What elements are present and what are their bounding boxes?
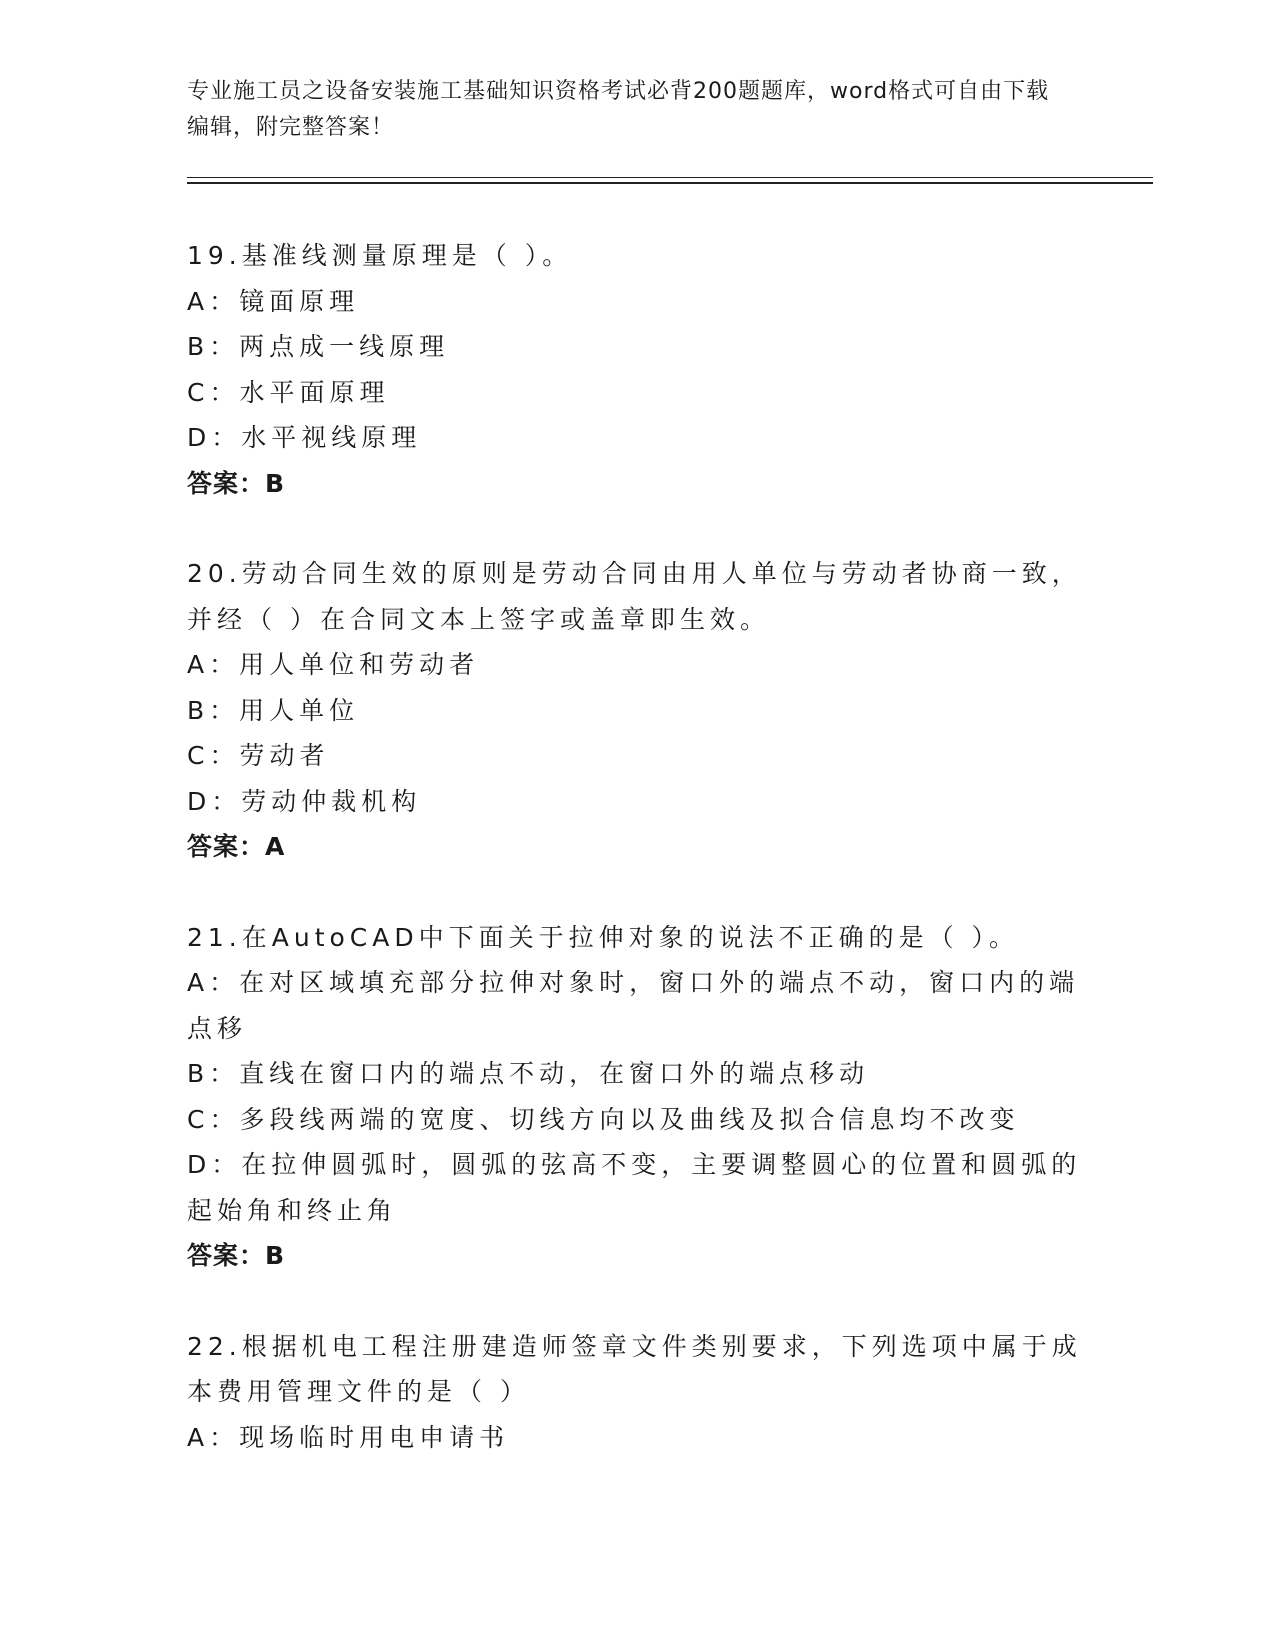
answer: 答案：B bbox=[187, 1241, 286, 1270]
question-22 bbox=[187, 1324, 1087, 1461]
question-19 bbox=[187, 233, 1087, 506]
option-c: C：劳动者 bbox=[187, 741, 330, 770]
answer: 答案：B bbox=[187, 468, 286, 498]
option-a: A：镜面原理 bbox=[187, 286, 360, 316]
header-divider-thick bbox=[187, 182, 1153, 184]
option-b: B：两点成一线原理 bbox=[187, 332, 450, 361]
question-21 bbox=[187, 915, 1087, 1279]
option-b: B：直线在窗口内的端点不动，在窗口外的端点移动 bbox=[187, 1059, 870, 1088]
question-stem: 20.劳动合同生效的原则是劳动合同由用人单位与劳动者协商一致，并经（ ）在合同文本上签字或盖章即生效。 bbox=[187, 559, 1082, 634]
option-d: D：在拉伸圆弧时，圆弧的弦高不变，主要调整圆心的位置和圆弧的起始角和终止角 bbox=[187, 1150, 1082, 1225]
option-c: C：多段线两端的宽度、切线方向以及曲线及拟合信息均不改变 bbox=[187, 1104, 1020, 1134]
option-b: B：用人单位 bbox=[187, 695, 360, 725]
question-stem: 21.在AutoCAD中下面关于拉伸对象的说法不正确的是（ ）。 bbox=[187, 922, 1020, 952]
option-c: C：水平面原理 bbox=[187, 377, 390, 407]
header-divider-thin bbox=[187, 177, 1153, 178]
question-stem: 19.基准线测量原理是（ ）。 bbox=[187, 241, 573, 270]
option-d: D：劳动仲裁机构 bbox=[187, 786, 422, 816]
question-list bbox=[187, 233, 1087, 1505]
document-header: 专业施工员之设备安装施工基础知识资格考试必背200题题库，word格式可自由下载编辑，附完整答案！ bbox=[187, 79, 1050, 140]
option-a: A：现场临时用电申请书 bbox=[187, 1422, 510, 1452]
option-a: A：用人单位和劳动者 bbox=[187, 650, 480, 679]
answer: 答案：A bbox=[187, 832, 286, 861]
option-d: D：水平视线原理 bbox=[187, 423, 422, 452]
option-a: A：在对区域填充部分拉伸对象时，窗口外的端点不动，窗口内的端点移 bbox=[187, 968, 1080, 1043]
question-stem: 22.根据机电工程注册建造师签章文件类别要求，下列选项中属于成本费用管理文件的是（ ） bbox=[187, 1331, 1082, 1406]
question-20 bbox=[187, 551, 1087, 870]
